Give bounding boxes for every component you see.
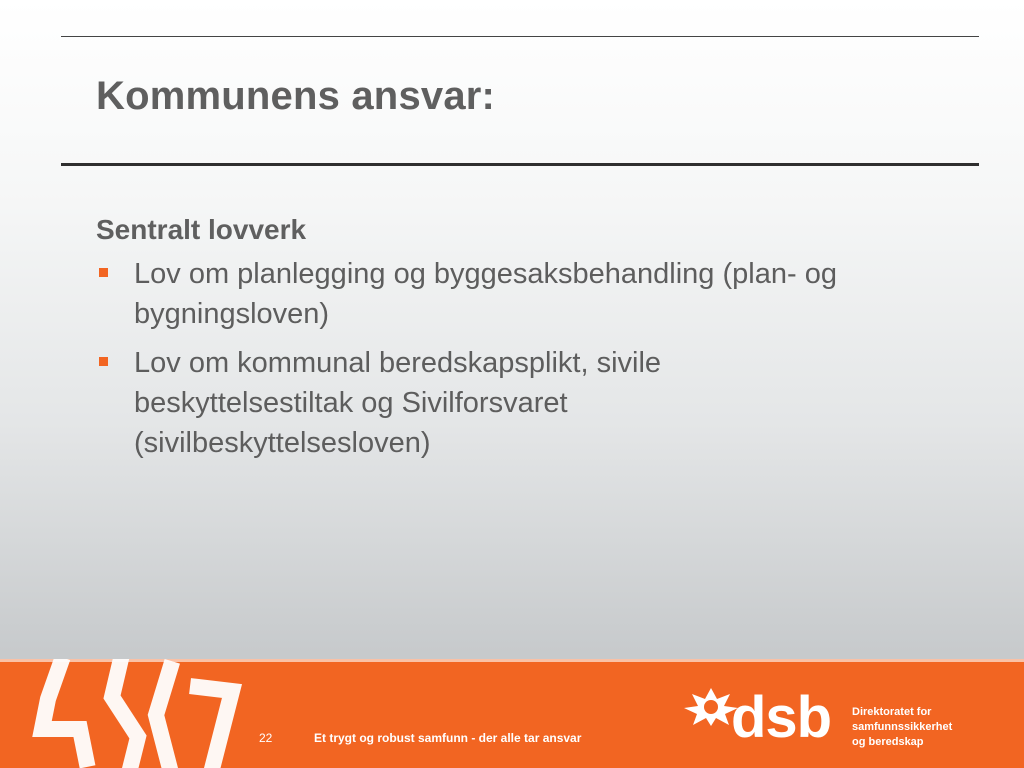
slide-content bbox=[96, 214, 856, 472]
bullet-text: Lov om kommunal beredskapsplikt, sivile beskyttelsestiltak og Sivilforsvaret (sivilbeskyttelsesloven) bbox=[134, 347, 662, 459]
dsb-wordmark: dsb bbox=[731, 685, 832, 750]
top-divider bbox=[61, 36, 979, 37]
dsb-description-line: samfunnssikkerhet bbox=[852, 721, 953, 733]
title-divider bbox=[61, 163, 979, 166]
square-bullet-icon bbox=[99, 357, 108, 366]
bullet-text: Lov om planlegging og byggesaksbehandling (plan- og bygningsloven) bbox=[134, 258, 837, 330]
dsb-description-line: Direktoratet for bbox=[852, 706, 932, 718]
square-bullet-icon bbox=[99, 268, 108, 277]
bullet-item bbox=[96, 343, 856, 463]
dsb-description bbox=[852, 705, 952, 750]
dsb-emblem-icon bbox=[20, 659, 250, 768]
footer-tagline: Et trygt og robust samfunn - der alle tar ansvar bbox=[314, 731, 582, 745]
slide-title: Kommunens ansvar: bbox=[96, 74, 496, 118]
bullet-item bbox=[96, 254, 856, 334]
dsb-description-line: og beredskap bbox=[852, 736, 924, 748]
section-subheading: Sentralt lovverk bbox=[96, 214, 307, 245]
page-number: 22 bbox=[259, 731, 273, 745]
bullet-list bbox=[96, 254, 856, 463]
